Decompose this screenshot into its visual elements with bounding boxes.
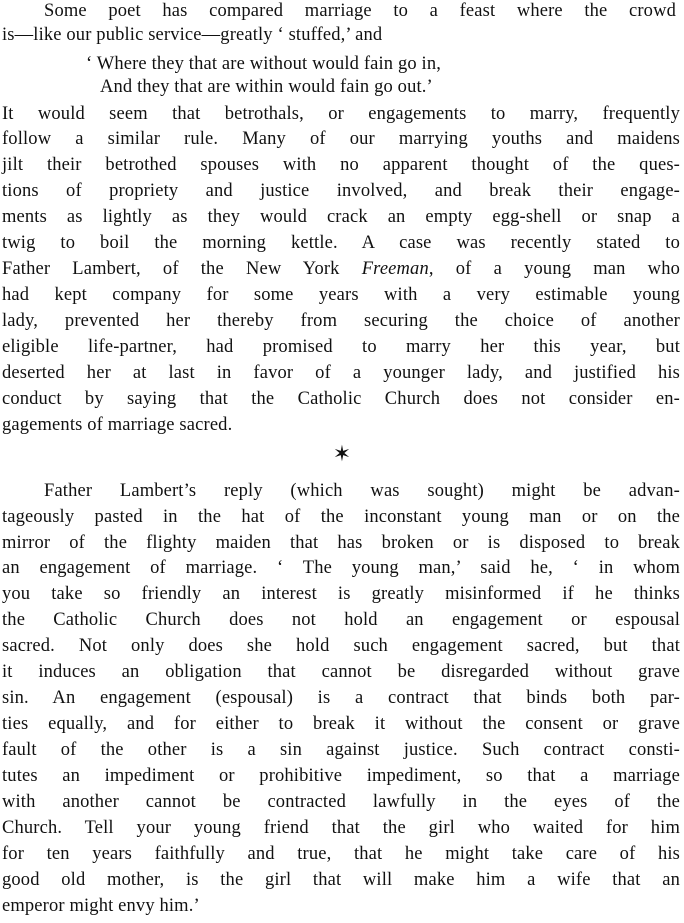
line-text: Father Lambert, of the New York xyxy=(2,259,362,279)
paragraph-3-line: ties equally, and for either to break it without the consent or grave xyxy=(2,714,680,734)
line-text: , of a young man who xyxy=(428,259,680,279)
paragraph-3-line: for ten years faithfully and true, that he might take care of his xyxy=(2,844,680,864)
paragraph-2-line: ments as lightly as they would crack an empty egg-shell or snap a xyxy=(2,207,680,227)
paragraph-3-line: Church. Tell your young friend that the girl who waited for him xyxy=(2,818,680,838)
paragraph-2-line-with-italic xyxy=(2,258,680,280)
paragraph-2-line: twig to boil the morning kettle. A case was recently stated to xyxy=(2,233,680,253)
paragraph-2-line: deserted her at last in favor of a younger lady, and justified his xyxy=(2,363,680,383)
paragraph-3-line: you take so friendly an interest is greatly misinformed if he thinks xyxy=(2,584,680,604)
paragraph-2-line: follow a similar rule. Many of our marrying youths and maidens xyxy=(2,129,680,149)
paragraph-3-line: tageously pasted in the hat of the inconstant young man or on the xyxy=(2,507,680,527)
paragraph-3-line: mirror of the flighty maiden that has broken or is disposed to break xyxy=(2,533,680,553)
paragraph-3-line: sin. An engagement (espousal) is a contract that binds both par- xyxy=(2,688,680,708)
paragraph-3-last-line: emperor might envy him.’ xyxy=(2,896,200,916)
paragraph-2-line: jilt their betrothed spouses with no apparent thought of the ques- xyxy=(2,155,680,175)
quote-line-2: And they that are within would fain go out.’ xyxy=(100,77,433,97)
paragraph-3-line: an engagement of marriage. ‘ The young man,’ said he, ‘ in whom xyxy=(2,558,680,578)
paragraph-2-line: It would seem that betrothals, or engagements to marry, frequently xyxy=(2,104,680,124)
paragraph-2-line: lady, prevented her thereby from securing the choice of another xyxy=(2,311,680,331)
paragraph-2-line: eligible life-partner, had promised to marry her this year, but xyxy=(2,337,680,357)
paragraph-2-line: tions of propriety and justice involved, and break their engage- xyxy=(2,181,680,201)
paragraph-3-line: the Catholic Church does not hold an engagement or espousal xyxy=(2,610,680,630)
paragraph-1-line-2: is—like our public service—greatly ‘ stuffed,’ and xyxy=(2,25,383,45)
section-separator-asterisk: ✶ xyxy=(332,441,352,466)
paragraph-3-line: good old mother, is the girl that will make him a wife that an xyxy=(2,870,680,890)
paragraph-3-line: fault of the other is a sin against justice. Such contract consti- xyxy=(2,740,680,760)
paragraph-2-line: had kept company for some years with a very estimable young xyxy=(2,285,680,305)
paragraph-1-line-1: Some poet has compared marriage to a feast where the crowd xyxy=(44,1,676,21)
paragraph-3-line: sacred. Not only does she hold such engagement sacred, but that xyxy=(2,636,680,656)
paragraph-3-first-line: Father Lambert’s reply (which was sought) might be advan- xyxy=(44,481,680,501)
quote-line-1: ‘ Where they that are without would fain go in, xyxy=(86,54,442,74)
paragraph-3-line: with another cannot be contracted lawfully in the eyes of the xyxy=(2,792,680,812)
paragraph-3-line: it induces an obligation that cannot be disregarded without grave xyxy=(2,662,680,682)
newspaper-title-italic: Freeman xyxy=(361,259,429,279)
paragraph-2-line: conduct by saying that the Catholic Church does not consider en- xyxy=(2,389,680,409)
paragraph-3-line: tutes an impediment or prohibitive impediment, so that a marriage xyxy=(2,766,680,786)
paragraph-2-last-line: gagements of marriage sacred. xyxy=(2,415,233,435)
